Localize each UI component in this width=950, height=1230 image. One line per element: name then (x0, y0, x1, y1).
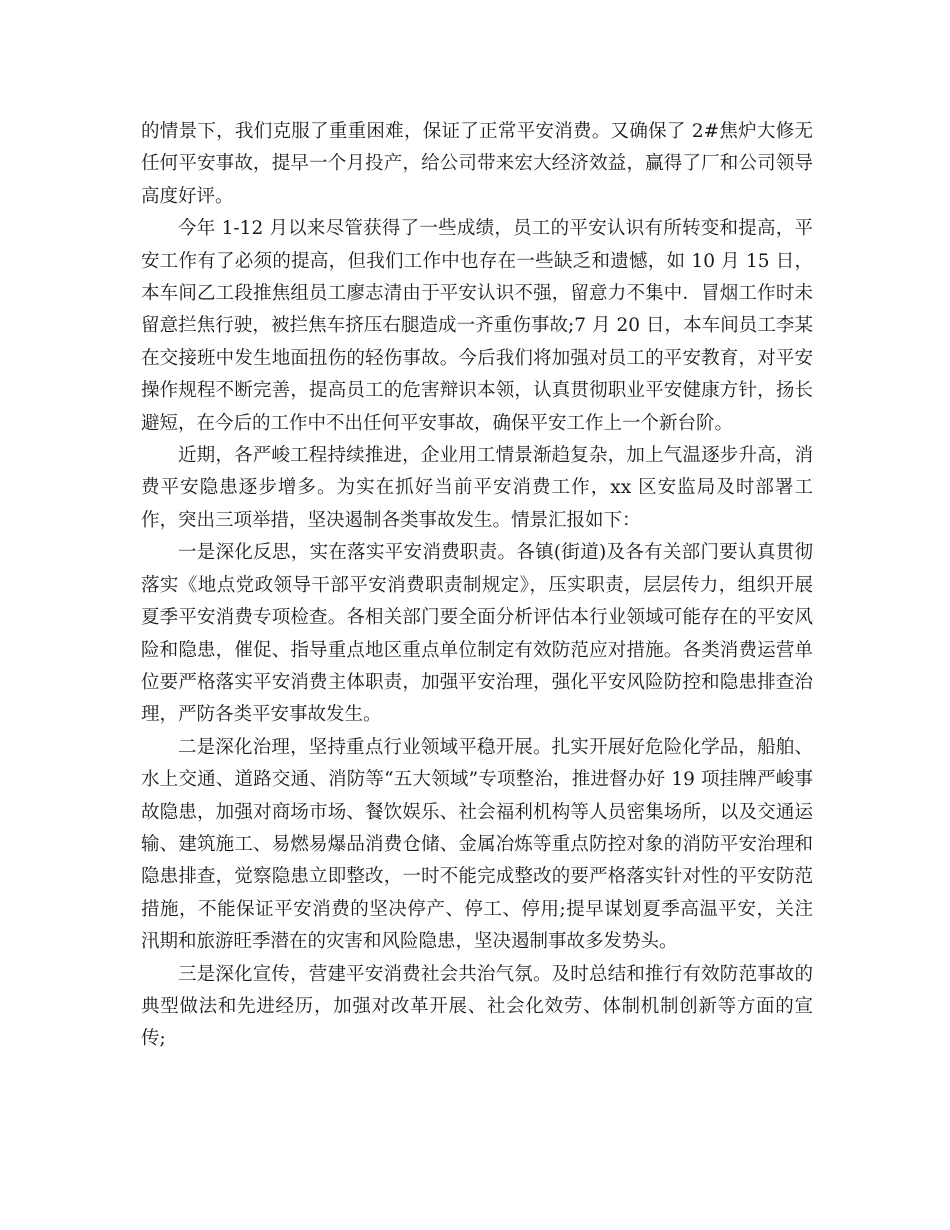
paragraph-measure-one: 一是深化反思，实在落实平安消费职责。各镇(街道)及各有关部门要认真贯彻落实《地点党政领导干部平安消费职责制规定》，压实职责，层层传力，组织开展夏季平安消费专项检查。各相关部门要全面分析评估本行业领域可能存在的平安风险和隐患，催促、指导重点地区重点单位制定有效防范应对措施。各类消费运营单位要严格落实平安消费主体职责，加强平安治理，强化平安风险防控和隐患排查治理，严防各类平安事故发生。 (141, 542, 813, 726)
paragraph-measure-three: 三是深化宣传，营建平安消费社会共治气氛。及时总结和推行有效防范事故的典型做法和先进经历，加强对改革开展、社会化效劳、体制机制创新等方面的宣传; (141, 963, 813, 1050)
document-body (141, 116, 813, 1056)
paragraph-continued: 的情景下，我们克服了重重困难，保证了正常平安消费。又确保了 2#焦炉大修无任何平安事故，提早一个月投产，给公司带来宏大经济效益，赢得了厂和公司领导高度好评。 (141, 121, 813, 207)
paragraph-safety-results: 今年 1-12 月以来尽管获得了一些成绩，员工的平安认识有所转变和提高，平安工作有了必须的提高，但我们工作中也存在一些缺乏和遗憾，如 10 月 15 日，本车间乙工段推焦组员工廖志清由于平安认识不强，留意力不集中．冒烟工作时未留意拦焦行驶，被拦焦车挤压右腿造成一齐重伤事故;7 月 20 日，本车间员工李某在交接班中发生地面扭伤的轻伤事故。今后我们将加强对员工的平安教育，对平安操作规程不断完善，提高员工的危害辩识本领，认真贯彻职业平安健康方针，扬长避短，在今后的工作中不出任何平安事故，确保平安工作上一个新台阶。 (141, 218, 813, 434)
paragraph-measure-two: 二是深化治理，坚持重点行业领域平稳开展。扎实开展好危险化学品，船舶、水上交通、道路交通、消防等“五大领域”专项整治，推进督办好 19 项挂牌严峻事故隐患，加强对商场市场、餐饮娱乐、社会福利机构等人员密集场所，以及交通运输、建筑施工、易燃易爆品消费仓储、金属冶炼等重点防控对象的消防平安治理和隐患排查，觉察隐患立即整改，一时不能完成整改的要严格落实针对性的平安防范措施，不能保证平安消费的坚决停产、停工、停用;提早谋划夏季高温平安，关注汛期和旅游旺季潜在的灾害和风险隐患，坚决遏制事故多发势头。 (141, 736, 813, 953)
paragraph-recent-situation: 近期，各严峻工程持续推进，企业用工情景渐趋复杂，加上气温逐步升高，消费平安隐患逐步增多。为实在抓好当前平安消费工作，xx 区安监局及时部署工作，突出三项举措，坚决遏制各类事故发生。情景汇报如下： (141, 445, 813, 531)
